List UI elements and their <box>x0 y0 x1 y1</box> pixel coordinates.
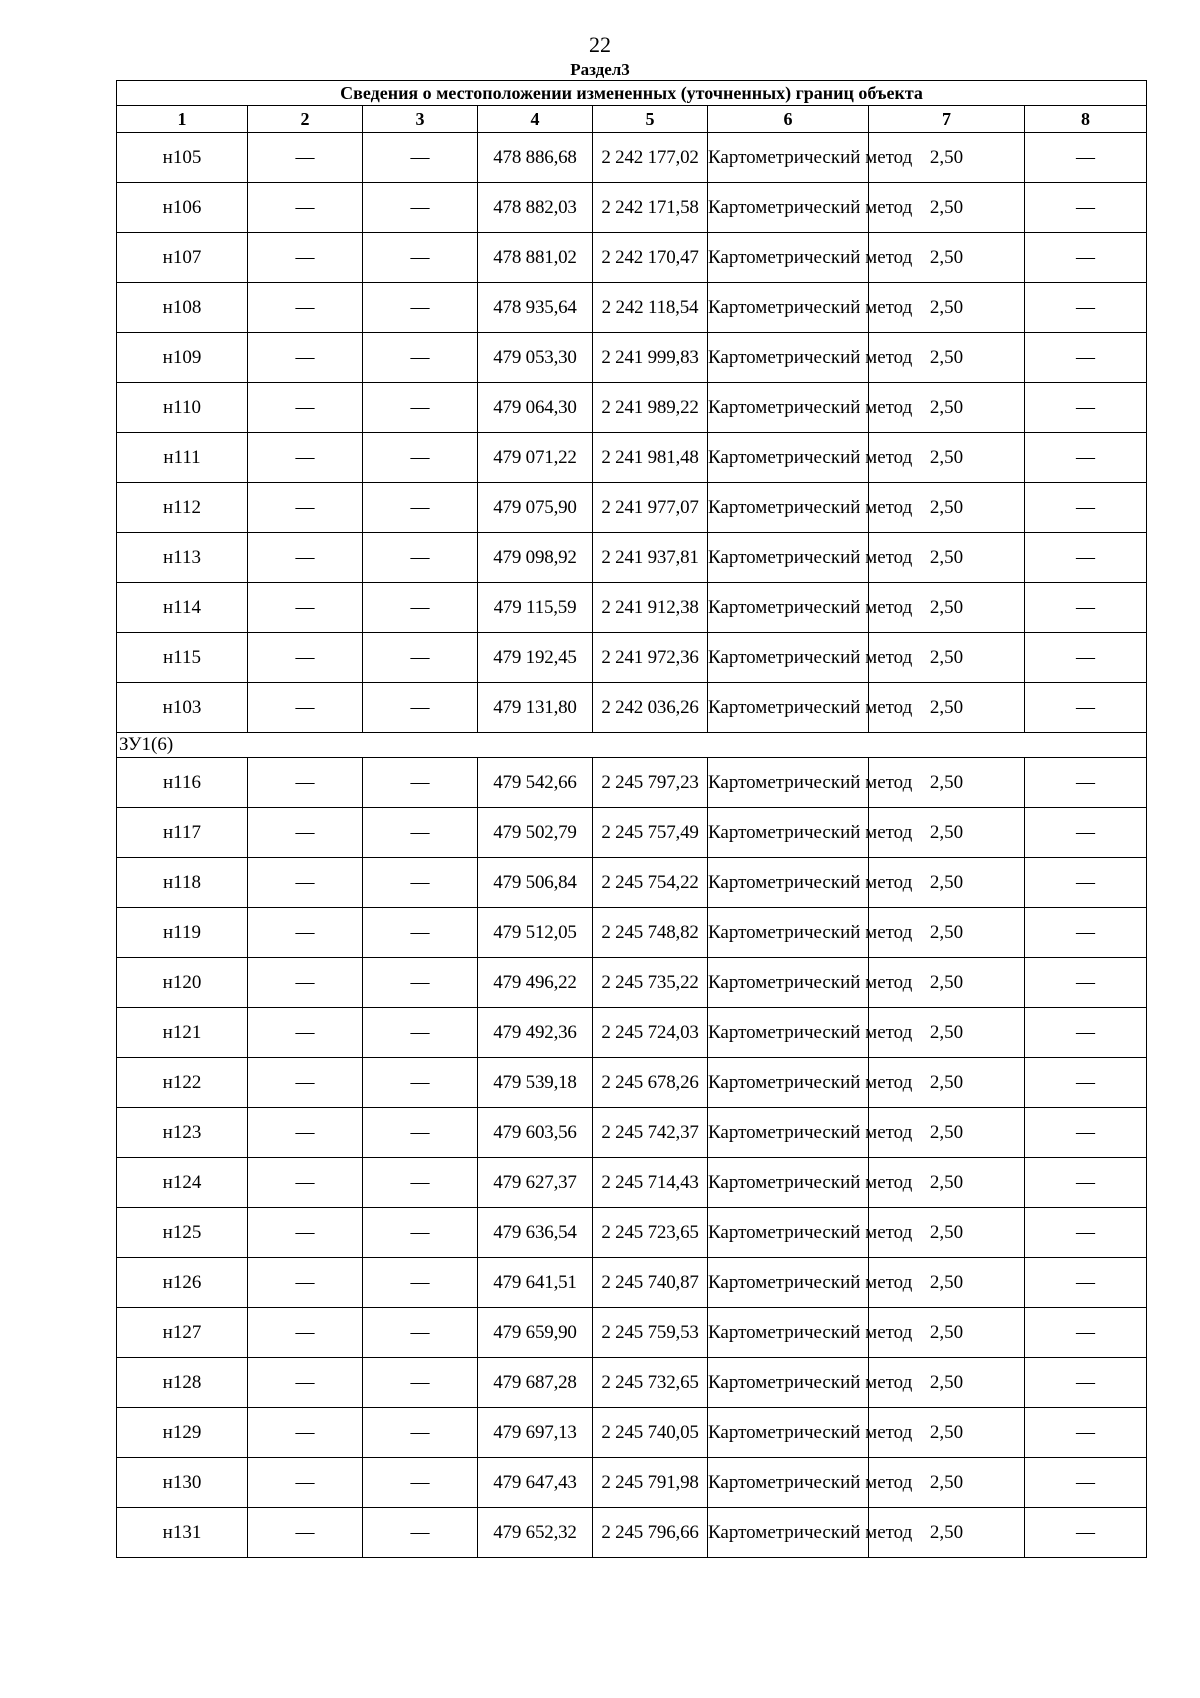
x-coordinate-cell: 478 886,68 <box>478 133 593 183</box>
column-header: 2 <box>248 106 363 133</box>
x-coordinate-cell: 479 636,54 <box>478 1208 593 1258</box>
column-8-cell: — <box>1025 758 1147 808</box>
y-coordinate-cell: 2 245 797,23 <box>593 758 708 808</box>
method-cell: Картометрический метод <box>708 1358 869 1408</box>
y-coordinate-cell: 2 241 912,38 <box>593 583 708 633</box>
x-coordinate-cell: 479 652,32 <box>478 1508 593 1558</box>
method-cell: Картометрический метод <box>708 133 869 183</box>
y-coordinate-cell: 2 245 714,43 <box>593 1158 708 1208</box>
group-label-row <box>117 733 1147 758</box>
accuracy-cell: 2,50 <box>869 1208 1025 1258</box>
x-coordinate-cell: 479 539,18 <box>478 1058 593 1108</box>
column-header: 6 <box>708 106 869 133</box>
y-coordinate-cell: 2 242 171,58 <box>593 183 708 233</box>
method-cell: Картометрический метод <box>708 633 869 683</box>
table-row <box>117 133 1147 183</box>
y-coordinate-cell: 2 242 177,02 <box>593 133 708 183</box>
column-2-cell: — <box>248 183 363 233</box>
table-row <box>117 533 1147 583</box>
method-cell: Картометрический метод <box>708 1508 869 1558</box>
y-coordinate-cell: 2 241 999,83 <box>593 333 708 383</box>
method-cell: Картометрический метод <box>708 758 869 808</box>
y-coordinate-cell: 2 245 791,98 <box>593 1458 708 1508</box>
column-3-cell: — <box>363 533 478 583</box>
column-2-cell: — <box>248 233 363 283</box>
y-coordinate-cell: 2 245 796,66 <box>593 1508 708 1558</box>
column-3-cell: — <box>363 133 478 183</box>
column-3-cell: — <box>363 633 478 683</box>
table-row <box>117 583 1147 633</box>
column-3-cell: — <box>363 233 478 283</box>
y-coordinate-cell: 2 245 740,05 <box>593 1408 708 1458</box>
table-row <box>117 1008 1147 1058</box>
column-3-cell: — <box>363 433 478 483</box>
point-cell: н131 <box>117 1508 248 1558</box>
column-2-cell: — <box>248 683 363 733</box>
x-coordinate-cell: 479 659,90 <box>478 1308 593 1358</box>
column-3-cell: — <box>363 683 478 733</box>
point-cell: н107 <box>117 233 248 283</box>
x-coordinate-cell: 479 492,36 <box>478 1008 593 1058</box>
accuracy-cell: 2,50 <box>869 908 1025 958</box>
method-cell: Картометрический метод <box>708 583 869 633</box>
method-cell: Картометрический метод <box>708 908 869 958</box>
column-8-cell: — <box>1025 583 1147 633</box>
column-header-row <box>117 106 1147 133</box>
accuracy-cell: 2,50 <box>869 483 1025 533</box>
column-3-cell: — <box>363 283 478 333</box>
accuracy-cell: 2,50 <box>869 533 1025 583</box>
point-cell: н127 <box>117 1308 248 1358</box>
accuracy-cell: 2,50 <box>869 183 1025 233</box>
table-row <box>117 683 1147 733</box>
point-cell: н117 <box>117 808 248 858</box>
column-2-cell: — <box>248 133 363 183</box>
accuracy-cell: 2,50 <box>869 1358 1025 1408</box>
y-coordinate-cell: 2 241 977,07 <box>593 483 708 533</box>
y-coordinate-cell: 2 242 118,54 <box>593 283 708 333</box>
column-2-cell: — <box>248 1208 363 1258</box>
column-2-cell: — <box>248 1058 363 1108</box>
method-cell: Картометрический метод <box>708 958 869 1008</box>
column-2-cell: — <box>248 958 363 1008</box>
table-row <box>117 958 1147 1008</box>
table-row <box>117 858 1147 908</box>
x-coordinate-cell: 479 075,90 <box>478 483 593 533</box>
accuracy-cell: 2,50 <box>869 1258 1025 1308</box>
method-cell: Картометрический метод <box>708 183 869 233</box>
column-3-cell: — <box>363 908 478 958</box>
method-cell: Картометрический метод <box>708 808 869 858</box>
table-row <box>117 1208 1147 1258</box>
x-coordinate-cell: 479 542,66 <box>478 758 593 808</box>
table-row <box>117 1358 1147 1408</box>
x-coordinate-cell: 479 647,43 <box>478 1458 593 1508</box>
table-row <box>117 808 1147 858</box>
point-cell: н113 <box>117 533 248 583</box>
accuracy-cell: 2,50 <box>869 858 1025 908</box>
point-cell: н128 <box>117 1358 248 1408</box>
point-cell: н114 <box>117 583 248 633</box>
column-2-cell: — <box>248 633 363 683</box>
table-row <box>117 183 1147 233</box>
y-coordinate-cell: 2 242 170,47 <box>593 233 708 283</box>
column-8-cell: — <box>1025 1408 1147 1458</box>
table-row <box>117 1108 1147 1158</box>
y-coordinate-cell: 2 245 757,49 <box>593 808 708 858</box>
point-cell: н108 <box>117 283 248 333</box>
column-3-cell: — <box>363 333 478 383</box>
column-2-cell: — <box>248 333 363 383</box>
column-2-cell: — <box>248 1158 363 1208</box>
method-cell: Картометрический метод <box>708 1308 869 1358</box>
point-cell: н112 <box>117 483 248 533</box>
column-3-cell: — <box>363 1108 478 1158</box>
column-2-cell: — <box>248 583 363 633</box>
method-cell: Картометрический метод <box>708 1008 869 1058</box>
section-title: Раздел3 <box>570 60 630 79</box>
y-coordinate-cell: 2 241 989,22 <box>593 383 708 433</box>
point-cell: н124 <box>117 1158 248 1208</box>
column-3-cell: — <box>363 583 478 633</box>
column-header: 4 <box>478 106 593 133</box>
point-cell: н123 <box>117 1108 248 1158</box>
x-coordinate-cell: 479 627,37 <box>478 1158 593 1208</box>
column-3-cell: — <box>363 758 478 808</box>
column-3-cell: — <box>363 1508 478 1558</box>
point-cell: н105 <box>117 133 248 183</box>
method-cell: Картометрический метод <box>708 233 869 283</box>
column-8-cell: — <box>1025 333 1147 383</box>
column-2-cell: — <box>248 383 363 433</box>
table-row <box>117 1408 1147 1458</box>
column-8-cell: — <box>1025 683 1147 733</box>
method-cell: Картометрический метод <box>708 483 869 533</box>
column-2-cell: — <box>248 433 363 483</box>
method-cell: Картометрический метод <box>708 533 869 583</box>
accuracy-cell: 2,50 <box>869 583 1025 633</box>
column-8-cell: — <box>1025 133 1147 183</box>
column-8-cell: — <box>1025 1258 1147 1308</box>
point-cell: н106 <box>117 183 248 233</box>
column-3-cell: — <box>363 1408 478 1458</box>
column-8-cell: — <box>1025 1008 1147 1058</box>
y-coordinate-cell: 2 245 759,53 <box>593 1308 708 1358</box>
accuracy-cell: 2,50 <box>869 333 1025 383</box>
column-2-cell: — <box>248 1108 363 1158</box>
accuracy-cell: 2,50 <box>869 1308 1025 1358</box>
y-coordinate-cell: 2 241 972,36 <box>593 633 708 683</box>
x-coordinate-cell: 479 098,92 <box>478 533 593 583</box>
table-caption: Сведения о местоположении измененных (уточненных) границ объекта <box>117 81 1147 106</box>
method-cell: Картометрический метод <box>708 1208 869 1258</box>
column-8-cell: — <box>1025 1458 1147 1508</box>
point-cell: н121 <box>117 1008 248 1058</box>
column-3-cell: — <box>363 1208 478 1258</box>
column-2-cell: — <box>248 483 363 533</box>
accuracy-cell: 2,50 <box>869 1158 1025 1208</box>
column-2-cell: — <box>248 858 363 908</box>
y-coordinate-cell: 2 245 742,37 <box>593 1108 708 1158</box>
column-3-cell: — <box>363 1258 478 1308</box>
column-3-cell: — <box>363 183 478 233</box>
point-cell: н109 <box>117 333 248 383</box>
x-coordinate-cell: 479 506,84 <box>478 858 593 908</box>
point-cell: н118 <box>117 858 248 908</box>
column-3-cell: — <box>363 1058 478 1108</box>
y-coordinate-cell: 2 245 723,65 <box>593 1208 708 1258</box>
accuracy-cell: 2,50 <box>869 283 1025 333</box>
column-3-cell: — <box>363 483 478 533</box>
column-8-cell: — <box>1025 1158 1147 1208</box>
y-coordinate-cell: 2 245 678,26 <box>593 1058 708 1108</box>
column-8-cell: — <box>1025 858 1147 908</box>
table-row <box>117 908 1147 958</box>
x-coordinate-cell: 479 053,30 <box>478 333 593 383</box>
table-row <box>117 1258 1147 1308</box>
column-3-cell: — <box>363 808 478 858</box>
accuracy-cell: 2,50 <box>869 1408 1025 1458</box>
column-3-cell: — <box>363 1008 478 1058</box>
method-cell: Картометрический метод <box>708 333 869 383</box>
accuracy-cell: 2,50 <box>869 383 1025 433</box>
x-coordinate-cell: 479 687,28 <box>478 1358 593 1408</box>
x-coordinate-cell: 479 502,79 <box>478 808 593 858</box>
x-coordinate-cell: 479 496,22 <box>478 958 593 1008</box>
column-2-cell: — <box>248 808 363 858</box>
x-coordinate-cell: 479 512,05 <box>478 908 593 958</box>
column-8-cell: — <box>1025 1108 1147 1158</box>
x-coordinate-cell: 478 881,02 <box>478 233 593 283</box>
accuracy-cell: 2,50 <box>869 683 1025 733</box>
column-3-cell: — <box>363 1358 478 1408</box>
x-coordinate-cell: 479 697,13 <box>478 1408 593 1458</box>
column-3-cell: — <box>363 858 478 908</box>
accuracy-cell: 2,50 <box>869 433 1025 483</box>
method-cell: Картометрический метод <box>708 283 869 333</box>
column-8-cell: — <box>1025 383 1147 433</box>
table-row <box>117 1158 1147 1208</box>
accuracy-cell: 2,50 <box>869 1458 1025 1508</box>
point-cell: н130 <box>117 1458 248 1508</box>
column-8-cell: — <box>1025 908 1147 958</box>
column-8-cell: — <box>1025 1358 1147 1408</box>
column-2-cell: — <box>248 1258 363 1308</box>
point-cell: н111 <box>117 433 248 483</box>
method-cell: Картометрический метод <box>708 683 869 733</box>
x-coordinate-cell: 478 935,64 <box>478 283 593 333</box>
y-coordinate-cell: 2 245 735,22 <box>593 958 708 1008</box>
table-row <box>117 1058 1147 1108</box>
accuracy-cell: 2,50 <box>869 1508 1025 1558</box>
method-cell: Картометрический метод <box>708 383 869 433</box>
point-cell: н122 <box>117 1058 248 1108</box>
method-cell: Картометрический метод <box>708 1258 869 1308</box>
method-cell: Картометрический метод <box>708 433 869 483</box>
point-cell: н120 <box>117 958 248 1008</box>
point-cell: н129 <box>117 1408 248 1458</box>
column-8-cell: — <box>1025 533 1147 583</box>
column-8-cell: — <box>1025 183 1147 233</box>
table-row <box>117 633 1147 683</box>
y-coordinate-cell: 2 242 036,26 <box>593 683 708 733</box>
method-cell: Картометрический метод <box>708 1158 869 1208</box>
method-cell: Картометрический метод <box>708 858 869 908</box>
y-coordinate-cell: 2 245 732,65 <box>593 1358 708 1408</box>
y-coordinate-cell: 2 241 981,48 <box>593 433 708 483</box>
table-row <box>117 1508 1147 1558</box>
column-8-cell: — <box>1025 958 1147 1008</box>
point-cell: н125 <box>117 1208 248 1258</box>
column-3-cell: — <box>363 383 478 433</box>
x-coordinate-cell: 479 192,45 <box>478 633 593 683</box>
page-number: 22 <box>589 32 611 57</box>
accuracy-cell: 2,50 <box>869 758 1025 808</box>
y-coordinate-cell: 2 245 724,03 <box>593 1008 708 1058</box>
accuracy-cell: 2,50 <box>869 1108 1025 1158</box>
column-header: 5 <box>593 106 708 133</box>
y-coordinate-cell: 2 245 748,82 <box>593 908 708 958</box>
method-cell: Картометрический метод <box>708 1058 869 1108</box>
table-row <box>117 483 1147 533</box>
accuracy-cell: 2,50 <box>869 808 1025 858</box>
accuracy-cell: 2,50 <box>869 633 1025 683</box>
method-cell: Картометрический метод <box>708 1108 869 1158</box>
group-label: ЗУ1(6) <box>117 733 1147 758</box>
column-2-cell: — <box>248 1358 363 1408</box>
point-cell: н119 <box>117 908 248 958</box>
method-cell: Картометрический метод <box>708 1408 869 1458</box>
x-coordinate-cell: 479 641,51 <box>478 1258 593 1308</box>
table-row <box>117 758 1147 808</box>
y-coordinate-cell: 2 245 754,22 <box>593 858 708 908</box>
table-row <box>117 233 1147 283</box>
table-row <box>117 1458 1147 1508</box>
x-coordinate-cell: 479 115,59 <box>478 583 593 633</box>
column-8-cell: — <box>1025 1508 1147 1558</box>
column-header: 3 <box>363 106 478 133</box>
column-2-cell: — <box>248 1508 363 1558</box>
point-cell: н110 <box>117 383 248 433</box>
x-coordinate-cell: 478 882,03 <box>478 183 593 233</box>
point-cell: н126 <box>117 1258 248 1308</box>
table-row <box>117 333 1147 383</box>
column-2-cell: — <box>248 283 363 333</box>
point-cell: н115 <box>117 633 248 683</box>
column-3-cell: — <box>363 958 478 1008</box>
accuracy-cell: 2,50 <box>869 1058 1025 1108</box>
column-8-cell: — <box>1025 233 1147 283</box>
accuracy-cell: 2,50 <box>869 958 1025 1008</box>
accuracy-cell: 2,50 <box>869 233 1025 283</box>
x-coordinate-cell: 479 071,22 <box>478 433 593 483</box>
column-header: 8 <box>1025 106 1147 133</box>
column-2-cell: — <box>248 1008 363 1058</box>
column-8-cell: — <box>1025 1308 1147 1358</box>
boundary-coordinates-table <box>116 80 1147 1558</box>
table-row <box>117 433 1147 483</box>
column-2-cell: — <box>248 1408 363 1458</box>
accuracy-cell: 2,50 <box>869 1008 1025 1058</box>
point-cell: н116 <box>117 758 248 808</box>
table-row <box>117 283 1147 333</box>
y-coordinate-cell: 2 245 740,87 <box>593 1258 708 1308</box>
y-coordinate-cell: 2 241 937,81 <box>593 533 708 583</box>
column-8-cell: — <box>1025 433 1147 483</box>
column-8-cell: — <box>1025 483 1147 533</box>
x-coordinate-cell: 479 131,80 <box>478 683 593 733</box>
column-3-cell: — <box>363 1308 478 1358</box>
column-header: 7 <box>869 106 1025 133</box>
column-8-cell: — <box>1025 808 1147 858</box>
point-cell: н103 <box>117 683 248 733</box>
column-3-cell: — <box>363 1158 478 1208</box>
column-2-cell: — <box>248 533 363 583</box>
table-row <box>117 383 1147 433</box>
table-body <box>117 133 1147 1558</box>
column-3-cell: — <box>363 1458 478 1508</box>
x-coordinate-cell: 479 603,56 <box>478 1108 593 1158</box>
column-header: 1 <box>117 106 248 133</box>
column-2-cell: — <box>248 1458 363 1508</box>
method-cell: Картометрический метод <box>708 1458 869 1508</box>
table-row <box>117 1308 1147 1358</box>
column-8-cell: — <box>1025 1058 1147 1108</box>
column-2-cell: — <box>248 1308 363 1358</box>
column-8-cell: — <box>1025 633 1147 683</box>
column-8-cell: — <box>1025 283 1147 333</box>
column-2-cell: — <box>248 908 363 958</box>
column-2-cell: — <box>248 758 363 808</box>
column-8-cell: — <box>1025 1208 1147 1258</box>
accuracy-cell: 2,50 <box>869 133 1025 183</box>
x-coordinate-cell: 479 064,30 <box>478 383 593 433</box>
